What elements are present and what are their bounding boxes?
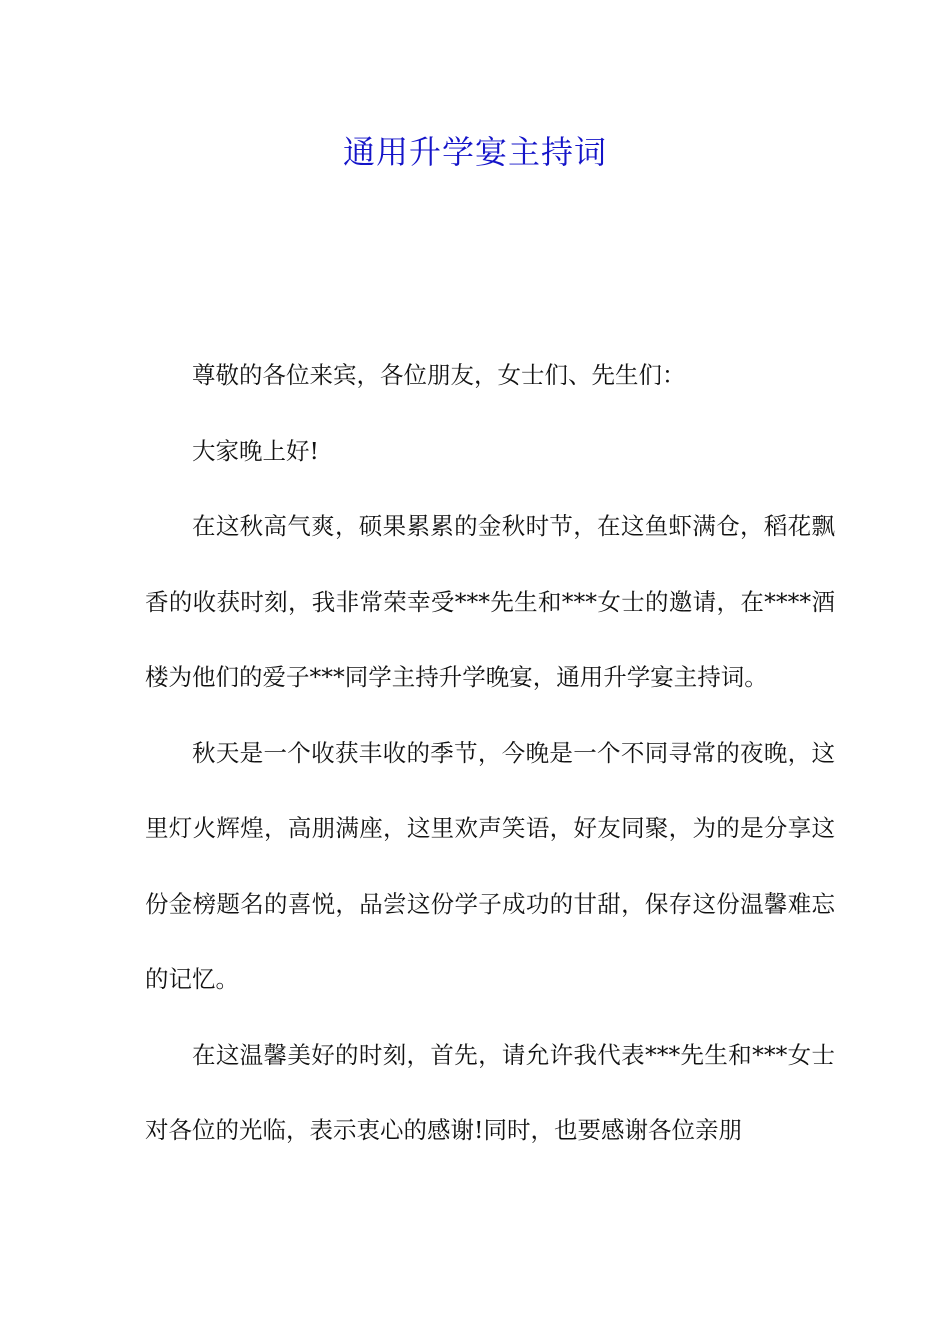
- paragraph-harvest-evening: 秋天是一个收获丰收的季节，今晚是一个不同寻常的夜晚，这里灯火辉煌，高朋满座，这里欢声笑语，好友同聚，为的是分享这份金榜题名的喜悦，品尝这份学子成功的甘甜，保存这份温馨难忘的记忆。: [145, 738, 835, 993]
- document-title: 通用升学宴主持词: [342, 133, 607, 171]
- paragraph-thanks: 在这温馨美好的时刻，首先，请允许我代表***先生和***女士对各位的光临，表示衷心的感谢!同时，也要感谢各位亲朋: [145, 1040, 835, 1144]
- paragraph-greeting: 尊敬的各位来宾，各位朋友，女士们、先生们：: [192, 361, 686, 389]
- document-body: [145, 338, 835, 1169]
- paragraph-autumn-invitation: 在这秋高气爽，硕果累累的金秋时节，在这鱼虾满仓，稻花飘香的收获时刻，我非常荣幸受***先生和***女士的邀请，在****酒楼为他们的爱子***同学主持升学晚宴，通用升学宴主持词。: [145, 512, 835, 691]
- paragraph-good-evening: 大家晚上好!: [192, 436, 319, 465]
